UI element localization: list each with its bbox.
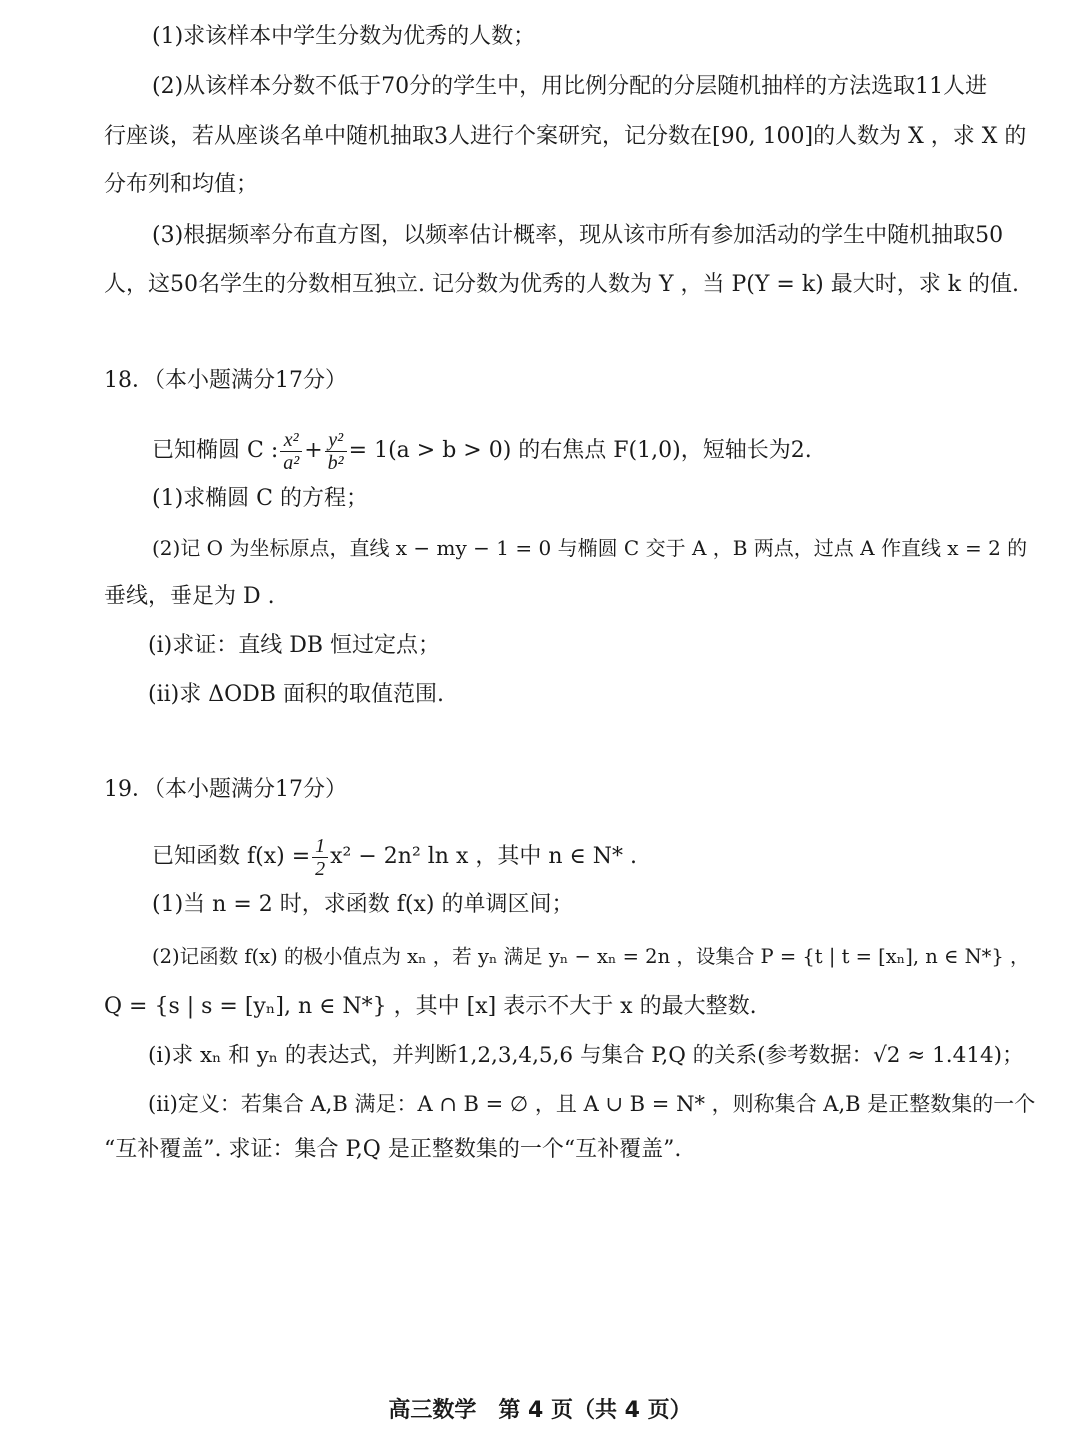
q19-subpart-i: (ⅰ)求 xₙ 和 yₙ 的表达式，并判断1,2,3,4,5,6 与集合 P,Q 的关系(参考数据：√2 ≈ 1.414)； xyxy=(148,1043,1024,1068)
q17-part3-line1: (3)根据频率分布直方图，以频率估计概率，现从该市所有参加活动的学生中随机抽取50 xyxy=(152,223,1004,248)
q19-header: 19．（本小题满分17分） xyxy=(104,777,347,802)
q19-stem xyxy=(152,832,637,882)
q19-part1: (1)当 n = 2 时，求函数 f(x) 的单调区间； xyxy=(152,892,574,917)
q18-plus: + xyxy=(304,438,323,463)
q19-part2-line1: (2)记函数 f(x) 的极小值点为 xₙ ，若 yₙ 满足 yₙ − xₙ = 2n ，设集合 P = {t | t = [xₙ], n ∈ N*} ， xyxy=(152,945,1030,968)
page-footer: 高三数学 第 4 页（共 4 页） xyxy=(388,1398,692,1423)
q18-stem-post: = 1(a > b > 0) 的右焦点 F(1,0)，短轴长为2. xyxy=(348,438,812,463)
q18-fraction-x xyxy=(280,429,302,474)
q19-fraction-num: 1 xyxy=(312,835,328,858)
q19-fraction-half xyxy=(312,835,328,880)
q19-subpart-ii-line1: (ⅱ)定义：若集合 A,B 满足：A ∩ B = ∅ ，且 A ∪ B = N* ，则称集合 A,B 是正整数集的一个 xyxy=(148,1092,1036,1116)
q18-header: 18．（本小题满分17分） xyxy=(104,368,347,393)
q18-subpart-ii: (ⅱ)求 ΔODB 面积的取值范围. xyxy=(148,682,444,707)
q18-subpart-i: (ⅰ)求证：直线 DB 恒过定点； xyxy=(148,633,440,658)
q18-stem xyxy=(152,426,812,476)
q18-part2-line1: (2)记 O 为坐标原点，直线 x − my − 1 = 0 与椭圆 C 交于 A ，B 两点，过点 A 作直线 x = 2 的 xyxy=(152,536,1028,560)
q18-fraction-x-den: a² xyxy=(283,451,300,474)
q18-part1: (1)求椭圆 C 的方程； xyxy=(152,486,368,511)
q19-part2-line2: Q = {s | s = [yₙ], n ∈ N*} ，其中 [x] 表示不大于 x 的最大整数. xyxy=(104,994,757,1019)
q17-part1: (1)求该样本中学生分数为优秀的人数； xyxy=(152,24,536,49)
q19-stem-pre: 已知函数 f(x) = xyxy=(152,844,311,869)
q18-fraction-y xyxy=(325,429,347,474)
q17-part2-line3: 分布列和均值； xyxy=(104,172,259,197)
q17-part2-line1: (2)从该样本分数不低于70分的学生中，用比例分配的分层随机抽样的方法选取11人进 xyxy=(152,74,988,99)
q19-stem-post: x² − 2n² ln x ，其中 n ∈ N* . xyxy=(330,844,638,869)
q18-fraction-x-num: x² xyxy=(280,429,302,452)
q18-part2-line2: 垂线，垂足为 D . xyxy=(104,584,275,609)
q19-subpart-ii-line2: “互补覆盖”. 求证：集合 P,Q 是正整数集的一个“互补覆盖”. xyxy=(104,1137,682,1162)
q18-fraction-y-den: b² xyxy=(327,451,344,474)
q17-part2-line2: 行座谈，若从座谈名单中随机抽取3人进行个案研究，记分数在[90, 100]的人数为 X ，求 X 的 xyxy=(104,124,1027,149)
q18-fraction-y-num: y² xyxy=(325,429,347,452)
q19-fraction-den: 2 xyxy=(315,857,326,880)
q17-part3-line2: 人，这50名学生的分数相互独立. 记分数为优秀的人数为 Y ，当 P(Y = k) 最大时，求 k 的值. xyxy=(104,272,1020,297)
q18-stem-pre: 已知椭圆 C : xyxy=(152,438,279,463)
